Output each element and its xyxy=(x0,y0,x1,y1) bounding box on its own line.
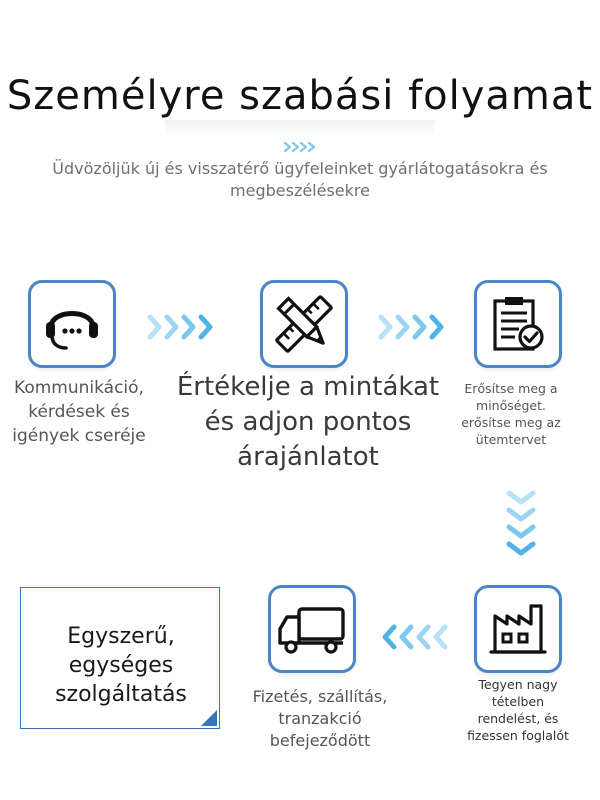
corner-triangle-icon xyxy=(201,710,217,726)
step-1-icon-box xyxy=(28,280,116,368)
ruler-pencil-icon xyxy=(269,289,339,359)
title-underline-shadow xyxy=(165,120,435,138)
step-1-label: Kommunikáció, kérdések és igények cseréje xyxy=(12,378,146,446)
delivery-truck-icon xyxy=(275,599,349,659)
step-4-label: Tegyen nagy tételben rendelést, és fizessen foglalót xyxy=(467,677,569,743)
arrow-left xyxy=(372,622,450,652)
step-5-icon-box xyxy=(268,585,356,673)
step-2-icon-box xyxy=(260,280,348,368)
page-subtitle: Üdvözöljük új és visszatérő ügyfeleinket gyárlátogatásokra és megbeszélésekre xyxy=(52,159,548,200)
factory-icon xyxy=(487,598,549,660)
step-2-label: Értékelje a mintákat és adjon pontos árajánlatot xyxy=(176,372,440,472)
final-service-label: Egyszerű, egységes szolgáltatás xyxy=(55,624,187,707)
step-3-label: Erősítse meg a minőséget. erősítse meg az ütemtervet xyxy=(461,381,561,447)
arrow-right-1 xyxy=(145,312,223,342)
arrow-right-2 xyxy=(376,312,454,342)
page-title: Személyre szabási folyamat xyxy=(6,73,594,119)
headset-chat-icon xyxy=(39,291,105,357)
step-5-label: Fizetés, szállítás, tranzakció befejeződött xyxy=(252,687,388,750)
arrow-down xyxy=(504,488,538,564)
small-chevrons-icon xyxy=(282,140,322,154)
clipboard-check-icon xyxy=(485,291,551,357)
step-4-icon-box xyxy=(474,585,562,673)
step-3-icon-box xyxy=(474,280,562,368)
final-service-box xyxy=(20,587,220,729)
